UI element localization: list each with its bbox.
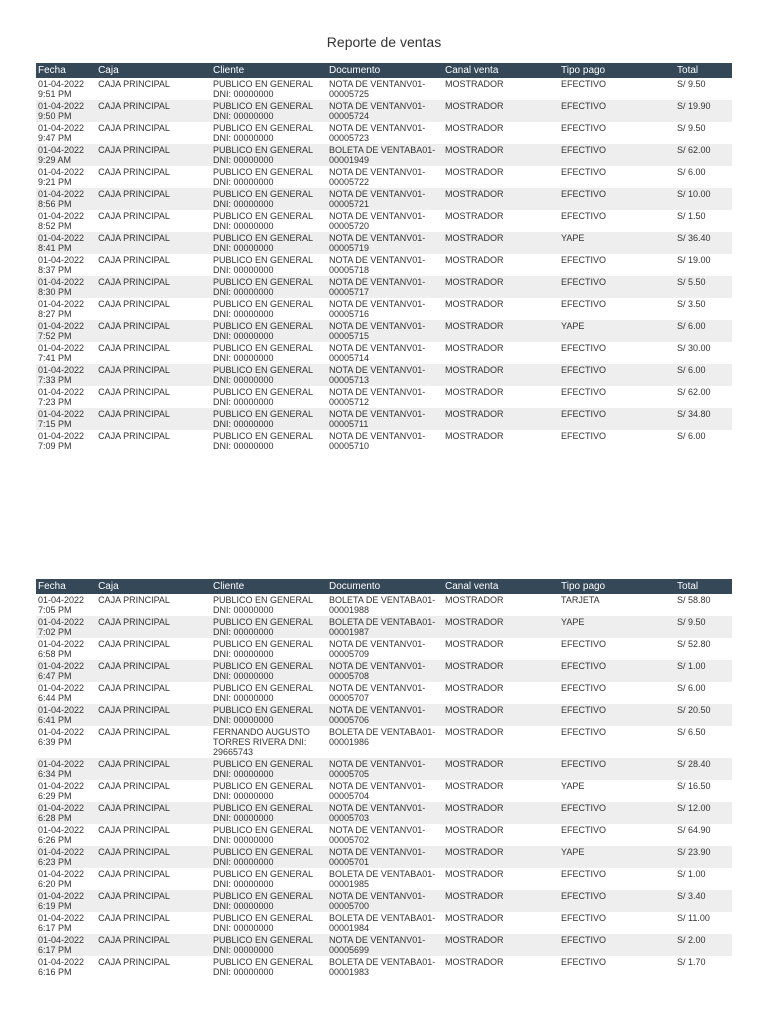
documento-cell: NOTA DE VENTANV01- 00005720 [327, 210, 443, 232]
fecha-cell: 01-04-2022 6:58 PM [36, 638, 96, 660]
cliente-cell: PUBLICO EN GENERAL DNI: 00000000 [211, 704, 327, 726]
documento-cell: NOTA DE VENTANV01- 00005711 [327, 408, 443, 430]
table-row [36, 342, 732, 364]
tipo-pago-cell: EFECTIVO [559, 802, 675, 824]
total-cell: S/ 5.50 [675, 276, 732, 298]
cliente-cell: PUBLICO EN GENERAL DNI: 00000000 [211, 616, 327, 638]
tipo-pago-cell: EFECTIVO [559, 726, 675, 758]
fecha-cell: 01-04-2022 6:17 PM [36, 912, 96, 934]
fecha-cell: 01-04-2022 6:39 PM [36, 726, 96, 758]
total-cell: S/ 1.00 [675, 660, 732, 682]
fecha-cell: 01-04-2022 7:05 PM [36, 594, 96, 616]
total-cell: S/ 19.90 [675, 100, 732, 122]
canal-venta-cell: MOSTRADOR [443, 846, 559, 868]
canal-venta-cell: MOSTRADOR [443, 188, 559, 210]
canal-venta-cell: MOSTRADOR [443, 890, 559, 912]
documento-cell: BOLETA DE VENTABA01- 00001986 [327, 726, 443, 758]
cliente-cell: PUBLICO EN GENERAL DNI: 00000000 [211, 254, 327, 276]
caja-cell: CAJA PRINCIPAL [96, 846, 211, 868]
column-header-documento: Documento [327, 579, 443, 594]
table-row [36, 430, 732, 452]
canal-venta-cell: MOSTRADOR [443, 912, 559, 934]
table-row [36, 594, 732, 616]
table-row [36, 846, 732, 868]
total-cell: S/ 64.90 [675, 824, 732, 846]
fecha-cell: 01-04-2022 6:19 PM [36, 890, 96, 912]
tipo-pago-cell: EFECTIVO [559, 254, 675, 276]
documento-cell: NOTA DE VENTANV01- 00005702 [327, 824, 443, 846]
cliente-cell: PUBLICO EN GENERAL DNI: 00000000 [211, 122, 327, 144]
canal-venta-cell: MOSTRADOR [443, 660, 559, 682]
fecha-cell: 01-04-2022 8:52 PM [36, 210, 96, 232]
tipo-pago-cell: EFECTIVO [559, 276, 675, 298]
total-cell: S/ 58.80 [675, 594, 732, 616]
caja-cell: CAJA PRINCIPAL [96, 342, 211, 364]
tipo-pago-cell: EFECTIVO [559, 956, 675, 978]
caja-cell: CAJA PRINCIPAL [96, 660, 211, 682]
table-row [36, 78, 732, 100]
fecha-cell: 01-04-2022 8:56 PM [36, 188, 96, 210]
canal-venta-cell: MOSTRADOR [443, 342, 559, 364]
documento-cell: NOTA DE VENTANV01- 00005717 [327, 276, 443, 298]
table-row [36, 912, 732, 934]
canal-venta-cell: MOSTRADOR [443, 430, 559, 452]
total-cell: S/ 30.00 [675, 342, 732, 364]
caja-cell: CAJA PRINCIPAL [96, 956, 211, 978]
documento-cell: BOLETA DE VENTABA01- 00001984 [327, 912, 443, 934]
table-row [36, 726, 732, 758]
total-cell: S/ 9.50 [675, 78, 732, 100]
caja-cell: CAJA PRINCIPAL [96, 364, 211, 386]
caja-cell: CAJA PRINCIPAL [96, 934, 211, 956]
cliente-cell: PUBLICO EN GENERAL DNI: 00000000 [211, 912, 327, 934]
canal-venta-cell: MOSTRADOR [443, 956, 559, 978]
table-row [36, 824, 732, 846]
table-row [36, 758, 732, 780]
total-cell: S/ 10.00 [675, 188, 732, 210]
caja-cell: CAJA PRINCIPAL [96, 408, 211, 430]
canal-venta-cell: MOSTRADOR [443, 232, 559, 254]
fecha-cell: 01-04-2022 6:41 PM [36, 704, 96, 726]
fecha-cell: 01-04-2022 6:16 PM [36, 956, 96, 978]
fecha-cell: 01-04-2022 7:41 PM [36, 342, 96, 364]
tipo-pago-cell: EFECTIVO [559, 386, 675, 408]
tipo-pago-cell: EFECTIVO [559, 682, 675, 704]
caja-cell: CAJA PRINCIPAL [96, 320, 211, 342]
table-row [36, 704, 732, 726]
table-row [36, 934, 732, 956]
table-row [36, 210, 732, 232]
total-cell: S/ 36.40 [675, 232, 732, 254]
canal-venta-cell: MOSTRADOR [443, 166, 559, 188]
caja-cell: CAJA PRINCIPAL [96, 144, 211, 166]
sales-table-2 [36, 579, 732, 978]
cliente-cell: PUBLICO EN GENERAL DNI: 00000000 [211, 78, 327, 100]
tipo-pago-cell: EFECTIVO [559, 166, 675, 188]
sales-table-1 [36, 63, 732, 452]
column-header-caja: Caja [96, 579, 211, 594]
tipo-pago-cell: EFECTIVO [559, 704, 675, 726]
canal-venta-cell: MOSTRADOR [443, 682, 559, 704]
table-row [36, 364, 732, 386]
table-row [36, 320, 732, 342]
caja-cell: CAJA PRINCIPAL [96, 780, 211, 802]
documento-cell: NOTA DE VENTANV01- 00005710 [327, 430, 443, 452]
documento-cell: NOTA DE VENTANV01- 00005723 [327, 122, 443, 144]
caja-cell: CAJA PRINCIPAL [96, 166, 211, 188]
table-row [36, 616, 732, 638]
total-cell: S/ 34.80 [675, 408, 732, 430]
fecha-cell: 01-04-2022 6:20 PM [36, 868, 96, 890]
total-cell: S/ 6.50 [675, 726, 732, 758]
canal-venta-cell: MOSTRADOR [443, 780, 559, 802]
tipo-pago-cell: EFECTIVO [559, 298, 675, 320]
fecha-cell: 01-04-2022 7:15 PM [36, 408, 96, 430]
column-header-tipo-pago: Tipo pago [559, 63, 675, 78]
documento-cell: NOTA DE VENTANV01- 00005713 [327, 364, 443, 386]
cliente-cell: PUBLICO EN GENERAL DNI: 00000000 [211, 342, 327, 364]
total-cell: S/ 1.50 [675, 210, 732, 232]
tipo-pago-cell: EFECTIVO [559, 890, 675, 912]
canal-venta-cell: MOSTRADOR [443, 408, 559, 430]
total-cell: S/ 9.50 [675, 616, 732, 638]
caja-cell: CAJA PRINCIPAL [96, 188, 211, 210]
cliente-cell: PUBLICO EN GENERAL DNI: 00000000 [211, 320, 327, 342]
cliente-cell: PUBLICO EN GENERAL DNI: 00000000 [211, 824, 327, 846]
tipo-pago-cell: EFECTIVO [559, 758, 675, 780]
cliente-cell: PUBLICO EN GENERAL DNI: 00000000 [211, 144, 327, 166]
canal-venta-cell: MOSTRADOR [443, 320, 559, 342]
fecha-cell: 01-04-2022 7:02 PM [36, 616, 96, 638]
fecha-cell: 01-04-2022 6:23 PM [36, 846, 96, 868]
cliente-cell: PUBLICO EN GENERAL DNI: 00000000 [211, 100, 327, 122]
cliente-cell: PUBLICO EN GENERAL DNI: 00000000 [211, 868, 327, 890]
tipo-pago-cell: EFECTIVO [559, 342, 675, 364]
tipo-pago-cell: EFECTIVO [559, 100, 675, 122]
canal-venta-cell: MOSTRADOR [443, 594, 559, 616]
tipo-pago-cell: EFECTIVO [559, 824, 675, 846]
column-header-canal-venta: Canal venta [443, 63, 559, 78]
column-header-total: Total [675, 579, 732, 594]
caja-cell: CAJA PRINCIPAL [96, 276, 211, 298]
caja-cell: CAJA PRINCIPAL [96, 232, 211, 254]
table-row [36, 780, 732, 802]
caja-cell: CAJA PRINCIPAL [96, 912, 211, 934]
caja-cell: CAJA PRINCIPAL [96, 122, 211, 144]
tipo-pago-cell: TARJETA [559, 594, 675, 616]
documento-cell: NOTA DE VENTANV01- 00005721 [327, 188, 443, 210]
cliente-cell: PUBLICO EN GENERAL DNI: 00000000 [211, 594, 327, 616]
tipo-pago-cell: EFECTIVO [559, 660, 675, 682]
cliente-cell: PUBLICO EN GENERAL DNI: 00000000 [211, 232, 327, 254]
cliente-cell: PUBLICO EN GENERAL DNI: 00000000 [211, 682, 327, 704]
table-row [36, 682, 732, 704]
fecha-cell: 01-04-2022 9:51 PM [36, 78, 96, 100]
canal-venta-cell: MOSTRADOR [443, 386, 559, 408]
table-row [36, 276, 732, 298]
caja-cell: CAJA PRINCIPAL [96, 386, 211, 408]
documento-cell: BOLETA DE VENTABA01- 00001988 [327, 594, 443, 616]
documento-cell: BOLETA DE VENTABA01- 00001985 [327, 868, 443, 890]
fecha-cell: 01-04-2022 6:26 PM [36, 824, 96, 846]
total-cell: S/ 9.50 [675, 122, 732, 144]
canal-venta-cell: MOSTRADOR [443, 616, 559, 638]
table-header-row [36, 63, 732, 78]
canal-venta-cell: MOSTRADOR [443, 276, 559, 298]
tipo-pago-cell: EFECTIVO [559, 364, 675, 386]
tipo-pago-cell: EFECTIVO [559, 188, 675, 210]
tipo-pago-cell: EFECTIVO [559, 78, 675, 100]
tipo-pago-cell: EFECTIVO [559, 430, 675, 452]
column-header-fecha: Fecha [36, 579, 96, 594]
caja-cell: CAJA PRINCIPAL [96, 594, 211, 616]
canal-venta-cell: MOSTRADOR [443, 638, 559, 660]
total-cell: S/ 2.00 [675, 934, 732, 956]
column-header-tipo-pago: Tipo pago [559, 579, 675, 594]
total-cell: S/ 1.00 [675, 868, 732, 890]
total-cell: S/ 3.40 [675, 890, 732, 912]
fecha-cell: 01-04-2022 6:17 PM [36, 934, 96, 956]
total-cell: S/ 1.70 [675, 956, 732, 978]
documento-cell: NOTA DE VENTANV01- 00005715 [327, 320, 443, 342]
fecha-cell: 01-04-2022 6:29 PM [36, 780, 96, 802]
table-row [36, 638, 732, 660]
table-row [36, 408, 732, 430]
total-cell: S/ 16.50 [675, 780, 732, 802]
canal-venta-cell: MOSTRADOR [443, 364, 559, 386]
total-cell: S/ 12.00 [675, 802, 732, 824]
canal-venta-cell: MOSTRADOR [443, 934, 559, 956]
cliente-cell: PUBLICO EN GENERAL DNI: 00000000 [211, 846, 327, 868]
column-header-total: Total [675, 63, 732, 78]
documento-cell: NOTA DE VENTANV01- 00005724 [327, 100, 443, 122]
canal-venta-cell: MOSTRADOR [443, 254, 559, 276]
total-cell: S/ 6.00 [675, 320, 732, 342]
canal-venta-cell: MOSTRADOR [443, 802, 559, 824]
table-row [36, 298, 732, 320]
table-row [36, 868, 732, 890]
total-cell: S/ 23.90 [675, 846, 732, 868]
fecha-cell: 01-04-2022 8:27 PM [36, 298, 96, 320]
tipo-pago-cell: EFECTIVO [559, 144, 675, 166]
cliente-cell: PUBLICO EN GENERAL DNI: 00000000 [211, 660, 327, 682]
table-row [36, 254, 732, 276]
tipo-pago-cell: YAPE [559, 232, 675, 254]
column-header-documento: Documento [327, 63, 443, 78]
tipo-pago-cell: YAPE [559, 846, 675, 868]
table-row [36, 660, 732, 682]
table-row [36, 802, 732, 824]
fecha-cell: 01-04-2022 9:29 AM [36, 144, 96, 166]
documento-cell: NOTA DE VENTANV01- 00005704 [327, 780, 443, 802]
fecha-cell: 01-04-2022 6:34 PM [36, 758, 96, 780]
total-cell: S/ 6.00 [675, 166, 732, 188]
canal-venta-cell: MOSTRADOR [443, 298, 559, 320]
column-header-caja: Caja [96, 63, 211, 78]
caja-cell: CAJA PRINCIPAL [96, 254, 211, 276]
fecha-cell: 01-04-2022 6:47 PM [36, 660, 96, 682]
cliente-cell: PUBLICO EN GENERAL DNI: 00000000 [211, 934, 327, 956]
cliente-cell: PUBLICO EN GENERAL DNI: 00000000 [211, 386, 327, 408]
caja-cell: CAJA PRINCIPAL [96, 726, 211, 758]
documento-cell: BOLETA DE VENTABA01- 00001949 [327, 144, 443, 166]
canal-venta-cell: MOSTRADOR [443, 868, 559, 890]
column-header-canal-venta: Canal venta [443, 579, 559, 594]
caja-cell: CAJA PRINCIPAL [96, 638, 211, 660]
documento-cell: NOTA DE VENTANV01- 00005708 [327, 660, 443, 682]
tipo-pago-cell: EFECTIVO [559, 868, 675, 890]
column-header-cliente: Cliente [211, 63, 327, 78]
total-cell: S/ 62.00 [675, 144, 732, 166]
total-cell: S/ 6.00 [675, 430, 732, 452]
caja-cell: CAJA PRINCIPAL [96, 100, 211, 122]
fecha-cell: 01-04-2022 9:50 PM [36, 100, 96, 122]
canal-venta-cell: MOSTRADOR [443, 704, 559, 726]
cliente-cell: PUBLICO EN GENERAL DNI: 00000000 [211, 364, 327, 386]
tipo-pago-cell: EFECTIVO [559, 638, 675, 660]
canal-venta-cell: MOSTRADOR [443, 726, 559, 758]
fecha-cell: 01-04-2022 7:09 PM [36, 430, 96, 452]
report-title: Reporte de ventas [326, 34, 442, 50]
table-header-row [36, 579, 732, 594]
cliente-cell: PUBLICO EN GENERAL DNI: 00000000 [211, 956, 327, 978]
total-cell: S/ 62.00 [675, 386, 732, 408]
cliente-cell: PUBLICO EN GENERAL DNI: 00000000 [211, 166, 327, 188]
documento-cell: NOTA DE VENTANV01- 00005725 [327, 78, 443, 100]
cliente-cell: PUBLICO EN GENERAL DNI: 00000000 [211, 430, 327, 452]
cliente-cell: PUBLICO EN GENERAL DNI: 00000000 [211, 188, 327, 210]
caja-cell: CAJA PRINCIPAL [96, 824, 211, 846]
documento-cell: NOTA DE VENTANV01- 00005703 [327, 802, 443, 824]
total-cell: S/ 19.00 [675, 254, 732, 276]
cliente-cell: PUBLICO EN GENERAL DNI: 00000000 [211, 802, 327, 824]
table-row [36, 144, 732, 166]
fecha-cell: 01-04-2022 7:52 PM [36, 320, 96, 342]
tipo-pago-cell: EFECTIVO [559, 408, 675, 430]
tipo-pago-cell: EFECTIVO [559, 122, 675, 144]
total-cell: S/ 6.00 [675, 364, 732, 386]
canal-venta-cell: MOSTRADOR [443, 100, 559, 122]
caja-cell: CAJA PRINCIPAL [96, 868, 211, 890]
documento-cell: NOTA DE VENTANV01- 00005712 [327, 386, 443, 408]
cliente-cell: PUBLICO EN GENERAL DNI: 00000000 [211, 210, 327, 232]
cliente-cell: PUBLICO EN GENERAL DNI: 00000000 [211, 758, 327, 780]
fecha-cell: 01-04-2022 6:28 PM [36, 802, 96, 824]
canal-venta-cell: MOSTRADOR [443, 210, 559, 232]
caja-cell: CAJA PRINCIPAL [96, 298, 211, 320]
documento-cell: BOLETA DE VENTABA01- 00001987 [327, 616, 443, 638]
documento-cell: NOTA DE VENTANV01- 00005699 [327, 934, 443, 956]
documento-cell: NOTA DE VENTANV01- 00005706 [327, 704, 443, 726]
total-cell: S/ 6.00 [675, 682, 732, 704]
caja-cell: CAJA PRINCIPAL [96, 890, 211, 912]
column-header-fecha: Fecha [36, 63, 96, 78]
fecha-cell: 01-04-2022 7:23 PM [36, 386, 96, 408]
table-row [36, 188, 732, 210]
fecha-cell: 01-04-2022 8:41 PM [36, 232, 96, 254]
total-cell: S/ 11.00 [675, 912, 732, 934]
caja-cell: CAJA PRINCIPAL [96, 616, 211, 638]
table-row [36, 890, 732, 912]
fecha-cell: 01-04-2022 7:33 PM [36, 364, 96, 386]
cliente-cell: FERNANDO AUGUSTO TORRES RIVERA DNI: 29665743 [211, 726, 327, 758]
tipo-pago-cell: YAPE [559, 320, 675, 342]
canal-venta-cell: MOSTRADOR [443, 78, 559, 100]
cliente-cell: PUBLICO EN GENERAL DNI: 00000000 [211, 276, 327, 298]
table-row [36, 956, 732, 978]
canal-venta-cell: MOSTRADOR [443, 144, 559, 166]
documento-cell: NOTA DE VENTANV01- 00005709 [327, 638, 443, 660]
caja-cell: CAJA PRINCIPAL [96, 210, 211, 232]
caja-cell: CAJA PRINCIPAL [96, 430, 211, 452]
cliente-cell: PUBLICO EN GENERAL DNI: 00000000 [211, 638, 327, 660]
documento-cell: NOTA DE VENTANV01- 00005707 [327, 682, 443, 704]
total-cell: S/ 3.50 [675, 298, 732, 320]
table-row [36, 386, 732, 408]
caja-cell: CAJA PRINCIPAL [96, 682, 211, 704]
total-cell: S/ 20.50 [675, 704, 732, 726]
table-row [36, 232, 732, 254]
table-row [36, 122, 732, 144]
cliente-cell: PUBLICO EN GENERAL DNI: 00000000 [211, 408, 327, 430]
documento-cell: NOTA DE VENTANV01- 00005718 [327, 254, 443, 276]
caja-cell: CAJA PRINCIPAL [96, 758, 211, 780]
documento-cell: NOTA DE VENTANV01- 00005719 [327, 232, 443, 254]
fecha-cell: 01-04-2022 6:44 PM [36, 682, 96, 704]
cliente-cell: PUBLICO EN GENERAL DNI: 00000000 [211, 298, 327, 320]
tipo-pago-cell: EFECTIVO [559, 210, 675, 232]
caja-cell: CAJA PRINCIPAL [96, 802, 211, 824]
table-row [36, 100, 732, 122]
canal-venta-cell: MOSTRADOR [443, 758, 559, 780]
caja-cell: CAJA PRINCIPAL [96, 704, 211, 726]
total-cell: S/ 52.80 [675, 638, 732, 660]
documento-cell: NOTA DE VENTANV01- 00005700 [327, 890, 443, 912]
caja-cell: CAJA PRINCIPAL [96, 78, 211, 100]
fecha-cell: 01-04-2022 8:30 PM [36, 276, 96, 298]
canal-venta-cell: MOSTRADOR [443, 824, 559, 846]
canal-venta-cell: MOSTRADOR [443, 122, 559, 144]
fecha-cell: 01-04-2022 8:37 PM [36, 254, 96, 276]
fecha-cell: 01-04-2022 9:21 PM [36, 166, 96, 188]
tipo-pago-cell: YAPE [559, 780, 675, 802]
documento-cell: NOTA DE VENTANV01- 00005716 [327, 298, 443, 320]
tipo-pago-cell: EFECTIVO [559, 912, 675, 934]
fecha-cell: 01-04-2022 9:47 PM [36, 122, 96, 144]
cliente-cell: PUBLICO EN GENERAL DNI: 00000000 [211, 890, 327, 912]
cliente-cell: PUBLICO EN GENERAL DNI: 00000000 [211, 780, 327, 802]
documento-cell: NOTA DE VENTANV01- 00005705 [327, 758, 443, 780]
documento-cell: NOTA DE VENTANV01- 00005701 [327, 846, 443, 868]
documento-cell: NOTA DE VENTANV01- 00005714 [327, 342, 443, 364]
column-header-cliente: Cliente [211, 579, 327, 594]
table-row [36, 166, 732, 188]
tipo-pago-cell: YAPE [559, 616, 675, 638]
documento-cell: NOTA DE VENTANV01- 00005722 [327, 166, 443, 188]
total-cell: S/ 28.40 [675, 758, 732, 780]
tipo-pago-cell: EFECTIVO [559, 934, 675, 956]
documento-cell: BOLETA DE VENTABA01- 00001983 [327, 956, 443, 978]
